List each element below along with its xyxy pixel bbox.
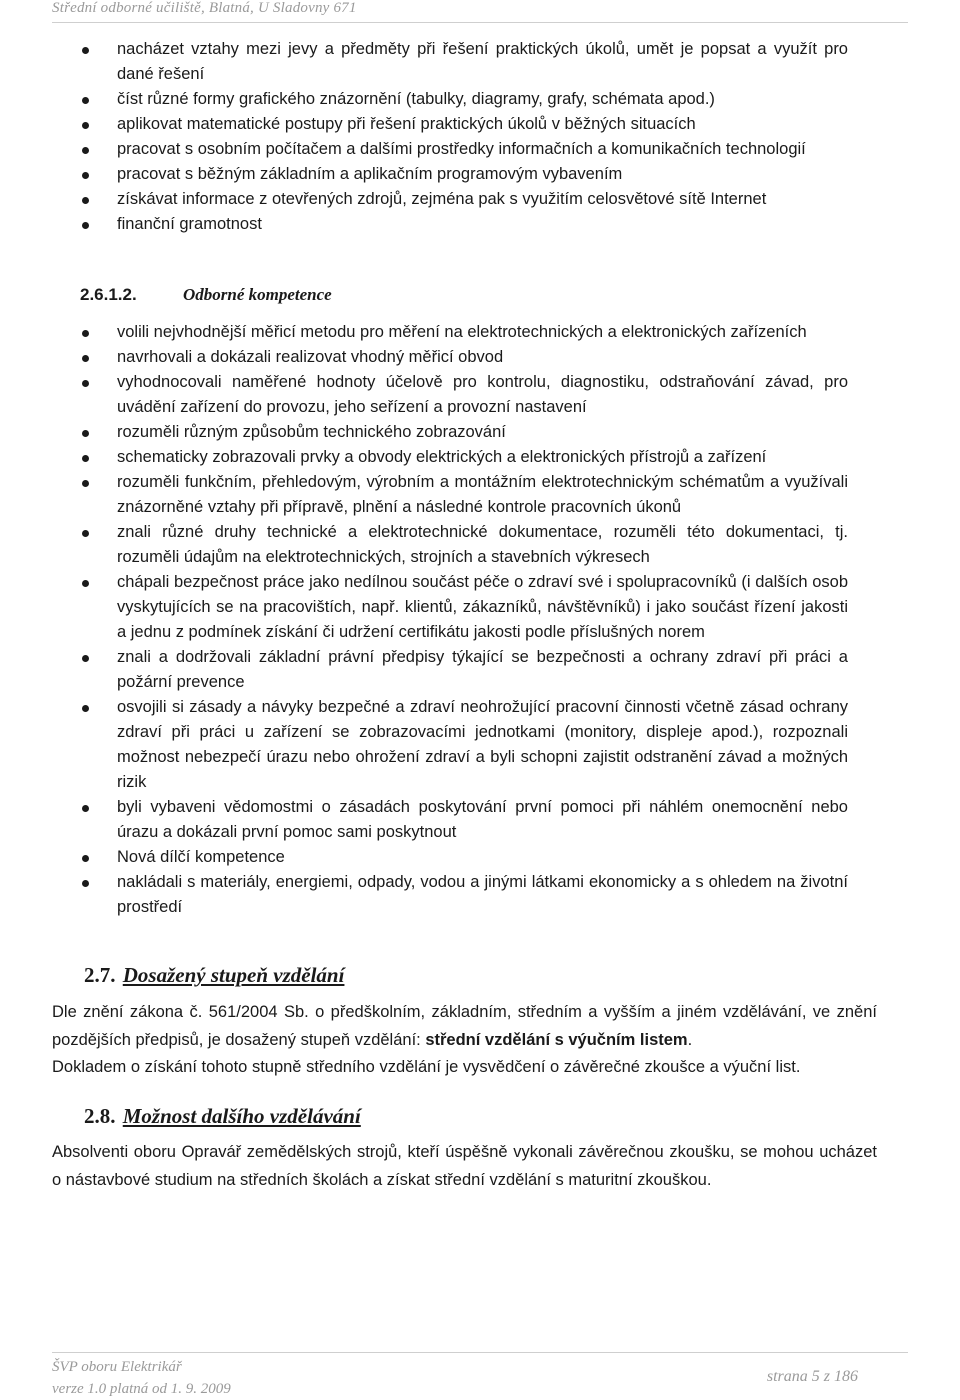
bullet-icon: [82, 355, 89, 362]
section-heading-2-8: [84, 1104, 361, 1129]
list-item: finanční gramotnost: [0, 212, 960, 237]
list-item: pracovat s osobním počítačem a dalšími prostředky informačních a komunikačních technologií: [0, 137, 960, 162]
bullet-icon: [82, 122, 89, 129]
bullet-icon: [82, 172, 89, 179]
bullet-icon: [82, 805, 89, 812]
page-number: strana 5 z 186: [766, 1368, 858, 1385]
bullet-icon: [82, 580, 89, 587]
subsection-number: 2.6.1.2.: [80, 285, 137, 304]
bullet-icon: [82, 330, 89, 337]
list-item: znali různé druhy technické a elektrotechnické dokumentace, rozuměli této dokumentaci, tj. rozuměli údajům na elektrotechnických, strojních a stavebních výkresech: [0, 520, 960, 570]
list-item: nacházet vztahy mezi jevy a předměty při řešení praktických úkolů, umět je popsat a využít pro dané řešení: [0, 37, 960, 87]
list-item: chápali bezpečnost práce jako nedílnou součást péče o zdraví své i spolupracovníků (i dalších osob vyskytujících se na pracovištích, např. klientů, zákazníků, návštěvníků) i jako součást řízení jakosti a jednu z podmínek získání či udržení certifikátu jakosti podle příslušných norem: [0, 570, 960, 645]
section-heading-2-7: [84, 963, 344, 988]
list-item: číst různé formy grafického znázornění (tabulky, diagramy, grafy, schémata apod.): [0, 87, 960, 112]
section-title: Dosažený stupeň vzdělání: [122, 963, 345, 987]
list-item: aplikovat matematické postupy při řešení praktických úkolů v běžných situacích: [0, 112, 960, 137]
bullet-icon: [82, 430, 89, 437]
footer-program: ŠVP oboru Elektrikář: [52, 1359, 182, 1375]
education-level-paragraph: Dle znění zákona č. 561/2004 Sb. o předškolním, základním, středním a vyšším a jiném vzdělávání, ve znění pozdějších předpisů, je dosažený stupeň vzdělání: střední vzdělání s výučním listem.: [52, 1003, 877, 1049]
bullet-icon: [82, 880, 89, 887]
list-item: rozuměli různým způsobům technického zobrazování: [0, 420, 960, 445]
bullet-icon: [82, 147, 89, 154]
list-item: Nová dílčí kompetence: [0, 845, 960, 870]
certificate-paragraph: Dokladem o získání tohoto stupně středního vzdělání je vysvědčení o závěrečné zkoušce a výuční list.: [52, 1058, 801, 1076]
bullet-icon: [82, 47, 89, 54]
list-item: vyhodnocovali naměřené hodnoty účelově pro kontrolu, diagnostiku, odstraňování závad, pro uvádění zařízení do provozu, jeho seřízení a provozní nastavení: [0, 370, 960, 420]
section-number: 2.8.: [84, 1104, 116, 1128]
list-item: volili nejvhodnější měřicí metodu pro měření na elektrotechnických a elektronických zařízeních: [0, 320, 960, 345]
bullet-icon: [82, 530, 89, 537]
bullet-icon: [82, 655, 89, 662]
bullet-icon: [82, 380, 89, 387]
bullet-icon: [82, 480, 89, 487]
list-item: navrhovali a dokázali realizovat vhodný měřicí obvod: [0, 345, 960, 370]
footer-rule: [52, 1352, 908, 1353]
professional-competences-list: [0, 320, 960, 920]
page-header: Střední odborné učiliště, Blatná, U Sladovny 671: [52, 0, 357, 16]
bullet-icon: [82, 222, 89, 229]
header-rule: [52, 22, 908, 23]
list-item: nakládali s materiály, energiemi, odpady, vodou a jinými látkami ekonomicky a s ohledem na životní prostředí: [0, 870, 960, 920]
list-item: rozuměli funkčním, přehledovým, výrobním a montážním elektrotechnickým schématům a využívali znázorněné vztahy při přípravě, plnění a následné kontrole pracovních úkonů: [0, 470, 960, 520]
bullet-icon: [82, 197, 89, 204]
section-number: 2.7.: [84, 963, 116, 987]
list-item: pracovat s běžným základním a aplikačním programovým vybavením: [0, 162, 960, 187]
subsection-title: Odborné kompetence: [183, 285, 332, 304]
list-item: byli vybaveni vědomostmi o zásadách poskytování první pomoci při náhlém onemocnění nebo úrazu a dokázali první pomoc sami poskytnout: [0, 795, 960, 845]
general-competences-list: [0, 37, 960, 237]
bullet-icon: [82, 455, 89, 462]
list-item: schematicky zobrazovali prvky a obvody elektrických a elektronických přístrojů a zařízení: [0, 445, 960, 470]
education-level-value: střední vzdělání s výučním listem: [425, 1031, 688, 1049]
list-item: znali a dodržovali základní právní předpisy týkající se bezpečnosti a ochrany zdraví při práci a požární prevence: [0, 645, 960, 695]
footer-info: [52, 1356, 231, 1400]
bullet-icon: [82, 855, 89, 862]
list-item: získávat informace z otevřených zdrojů, zejména pak s využitím celosvětové sítě Internet: [0, 187, 960, 212]
bullet-icon: [82, 97, 89, 104]
subsection-heading: [80, 285, 332, 305]
section-title: Možnost dalšího vzdělávání: [122, 1104, 361, 1128]
list-item: osvojili si zásady a návyky bezpečné a zdraví neohrožující pracovní činnosti včetně zásad ochrany zdraví při práci u zařízení se zobrazovacími jednotkami (monitory, displeje apod.), rozpoznali možnost nebezpečí úrazu nebo ohrožení zdraví a byli schopni zajistit odstranění závad a možných rizik: [0, 695, 960, 795]
footer-version: verze 1.0 platná od 1. 9. 2009: [52, 1381, 231, 1397]
further-education-paragraph: Absolventi oboru Opravář zemědělských strojů, kteří úspěšně vykonali závěrečnou zkoušku, se mohou ucházet o nástavbové studium na středních školách a získat střední vzdělání s maturitní zkouškou.: [52, 1143, 877, 1189]
bullet-icon: [82, 705, 89, 712]
